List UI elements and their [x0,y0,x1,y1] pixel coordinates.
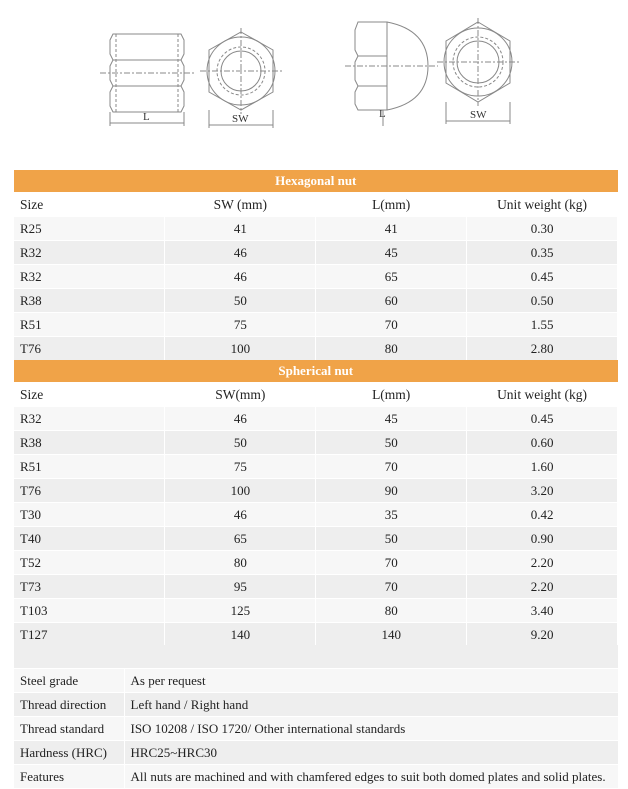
cell-size: T76 [14,337,165,361]
technical-drawings [0,0,628,160]
cell-size: T52 [14,551,165,575]
cell-sw: 100 [165,479,316,503]
table-row [14,407,618,431]
table-header-row [14,383,618,407]
cell-size: T76 [14,479,165,503]
property-value: All nuts are machined and with chamfered edges to suit both domed plates and solid plates. [124,765,618,789]
property-row [14,765,618,789]
table-row [14,551,618,575]
spherical-nut-side-view [345,22,438,126]
cell-size: R32 [14,265,165,289]
hexagonal-nut-title: Hexagonal nut [14,170,618,193]
cell-size: R25 [14,217,165,241]
sph-length-label: L [379,108,386,120]
cell-l: 60 [316,289,467,313]
sph-sw-label: SW [470,109,487,121]
cell-sw: 46 [165,407,316,431]
cell-l: 80 [316,337,467,361]
table-row [14,479,618,503]
header-weight: Unit weight (kg) [467,193,618,217]
cell-size: T73 [14,575,165,599]
table-row [14,217,618,241]
table-row [14,337,618,361]
header-l: L(mm) [316,383,467,407]
table-header-row [14,193,618,217]
cell-sw: 95 [165,575,316,599]
cell-l: 70 [316,313,467,337]
cell-weight: 2.20 [467,575,618,599]
property-row [14,669,618,693]
cell-l: 65 [316,265,467,289]
spherical-nut-title: Spherical nut [14,360,618,383]
cell-l: 70 [316,575,467,599]
cell-size: R32 [14,407,165,431]
cell-sw: 100 [165,337,316,361]
cell-sw: 50 [165,431,316,455]
hex-sw-label: SW [232,113,249,125]
spherical-nut-table [14,360,618,671]
cell-weight: 3.20 [467,479,618,503]
hexagonal-nut-table [14,170,618,361]
cell-l: 50 [316,431,467,455]
cell-weight: 2.80 [467,337,618,361]
cell-l: 140 [316,623,467,647]
cell-size: T103 [14,599,165,623]
table-row [14,265,618,289]
property-row [14,693,618,717]
table-row [14,455,618,479]
header-l: L(mm) [316,193,467,217]
nut-drawings-svg [0,0,628,160]
cell-sw: 46 [165,241,316,265]
cell-size: T30 [14,503,165,527]
cell-l: 90 [316,479,467,503]
table-row [14,599,618,623]
table-row [14,313,618,337]
header-sw: SW(mm) [165,383,316,407]
cell-weight: 0.90 [467,527,618,551]
table-row [14,527,618,551]
cell-sw: 75 [165,455,316,479]
cell-sw: 65 [165,527,316,551]
cell-sw: 46 [165,503,316,527]
header-size: Size [14,193,165,217]
table-row [14,241,618,265]
cell-size: T40 [14,527,165,551]
property-value: HRC25~HRC30 [124,741,618,765]
cell-size: T127 [14,623,165,647]
cell-sw: 125 [165,599,316,623]
cell-l: 50 [316,527,467,551]
cell-weight: 9.20 [467,623,618,647]
cell-size: R32 [14,241,165,265]
cell-size: R38 [14,431,165,455]
cell-l: 35 [316,503,467,527]
cell-weight: 0.45 [467,265,618,289]
property-value: ISO 10208 / ISO 1720/ Other international standards [124,717,618,741]
cell-weight: 3.40 [467,599,618,623]
property-row [14,717,618,741]
table-row [14,503,618,527]
cell-weight: 0.35 [467,241,618,265]
cell-sw: 50 [165,289,316,313]
cell-l: 80 [316,599,467,623]
cell-weight: 2.20 [467,551,618,575]
table-row [14,289,618,313]
header-weight: Unit weight (kg) [467,383,618,407]
property-value: As per request [124,669,618,693]
header-sw: SW (mm) [165,193,316,217]
cell-size: R38 [14,289,165,313]
cell-sw: 46 [165,265,316,289]
cell-l: 70 [316,455,467,479]
property-value: Left hand / Right hand [124,693,618,717]
property-row-empty [14,645,618,669]
cell-l: 70 [316,551,467,575]
cell-weight: 1.60 [467,455,618,479]
cell-sw: 140 [165,623,316,647]
cell-weight: 0.60 [467,431,618,455]
cell-sw: 75 [165,313,316,337]
cell-sw: 41 [165,217,316,241]
cell-l: 45 [316,241,467,265]
property-key: Hardness (HRC) [14,741,124,765]
table-row [14,623,618,647]
property-key: Thread standard [14,717,124,741]
property-key: Thread direction [14,693,124,717]
cell-weight: 0.45 [467,407,618,431]
hex-length-label: L [143,111,150,123]
property-key: Steel grade [14,669,124,693]
cell-l: 41 [316,217,467,241]
cell-weight: 0.50 [467,289,618,313]
cell-weight: 0.30 [467,217,618,241]
property-key: Features [14,765,124,789]
cell-size: R51 [14,313,165,337]
cell-size: R51 [14,455,165,479]
cell-weight: 0.42 [467,503,618,527]
properties-table [14,645,618,789]
cell-weight: 1.55 [467,313,618,337]
table-row [14,575,618,599]
property-row [14,741,618,765]
cell-sw: 80 [165,551,316,575]
cell-l: 45 [316,407,467,431]
header-size: Size [14,383,165,407]
table-row [14,431,618,455]
